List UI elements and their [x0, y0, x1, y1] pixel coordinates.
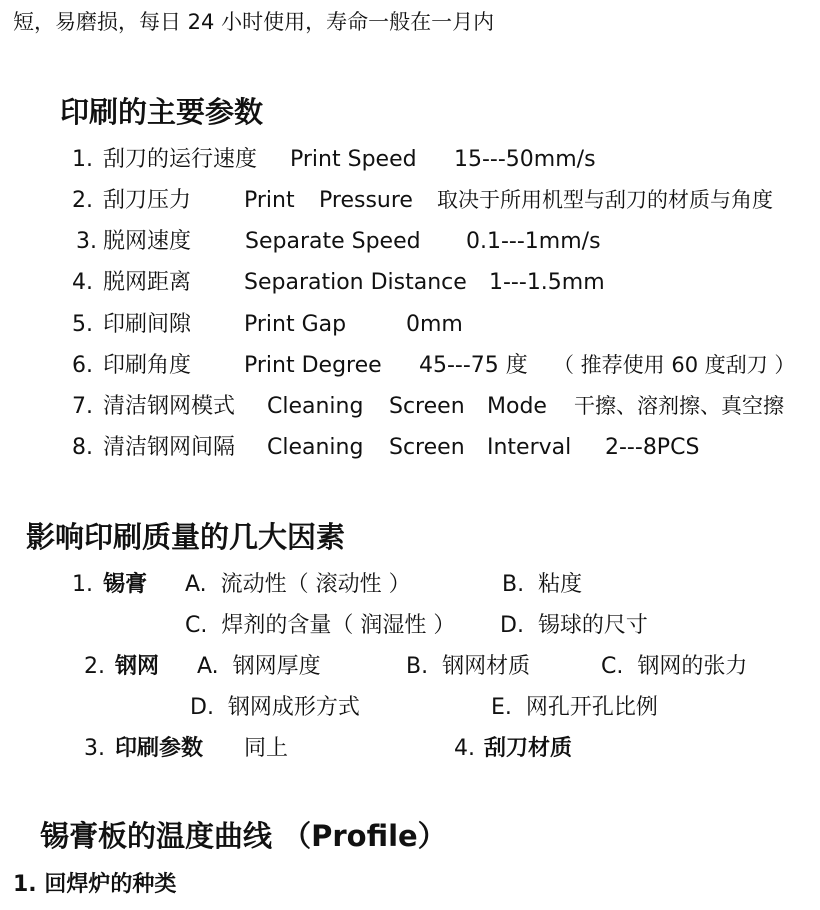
param-num: 1. — [72, 147, 93, 172]
param-cn: 脱网速度 — [103, 229, 192, 254]
param-cn: 印刷间隙 — [103, 312, 192, 337]
param-value: 45---75 度 — [419, 353, 528, 378]
factor-option: A. 钢网厚度 — [197, 654, 321, 679]
factor-option: E. 网孔开孔比例 — [491, 695, 658, 720]
param-num: 2. — [72, 188, 93, 213]
factor-num: 1. — [72, 572, 93, 597]
param-en: Separate Speed — [245, 229, 421, 254]
param-cn: 清洁钢网间隔 — [103, 435, 236, 460]
param-en: Cleaning — [267, 435, 364, 460]
param-en: Cleaning — [267, 394, 364, 419]
param-en: Mode — [487, 394, 547, 419]
factor-option: A. 流动性（ 滚动性 ） — [185, 572, 411, 597]
factor-label: 钢网 — [115, 654, 160, 679]
factor-label: 锡膏 — [103, 572, 148, 597]
param-cn: 印刷角度 — [103, 353, 192, 378]
factor-option: D. 锡球的尺寸 — [500, 613, 648, 638]
factor-num: 2. — [84, 654, 105, 679]
factor-option: D. 钢网成形方式 — [190, 695, 360, 720]
factor-value: 同上 — [244, 736, 289, 761]
param-num: 5. — [72, 312, 93, 337]
param-num: 3. — [76, 229, 97, 254]
param-en: Pressure — [319, 188, 413, 213]
param-value: 1---1.5mm — [489, 270, 605, 295]
factor-label: 印刷参数 — [115, 736, 204, 761]
param-value: 2---8PCS — [605, 435, 700, 460]
param-cn: 脱网距离 — [103, 270, 192, 295]
factor-label: 刮刀材质 — [484, 736, 573, 761]
param-cn: 清洁钢网模式 — [103, 394, 236, 419]
factor-num: 3. — [84, 736, 105, 761]
section-title-print-params: 印刷的主要参数 — [60, 95, 264, 129]
section-title-profile: 锡膏板的温度曲线 （Profile） — [40, 819, 447, 853]
param-num: 7. — [72, 394, 93, 419]
subsection-title-reflow-types: 1. 回焊炉的种类 — [13, 872, 177, 897]
param-value: 15---50mm/s — [454, 147, 596, 172]
param-en: Print Degree — [244, 353, 382, 378]
param-value: 干擦、溶剂擦、真空擦 — [574, 394, 784, 418]
factor-option: C. 钢网的张力 — [601, 654, 748, 679]
param-en: Interval — [487, 435, 572, 460]
param-value: 0.1---1mm/s — [466, 229, 601, 254]
param-cn: 刮刀压力 — [103, 188, 192, 213]
param-num: 8. — [72, 435, 93, 460]
param-cn: 刮刀的运行速度 — [103, 147, 258, 172]
param-num: 4. — [72, 270, 93, 295]
param-en: Screen — [389, 394, 465, 419]
param-en: Print Speed — [290, 147, 417, 172]
param-en: Separation Distance — [244, 270, 467, 295]
param-en: Print Gap — [244, 312, 347, 337]
section-title-quality: 影响印刷质量的几大因素 — [26, 520, 346, 554]
param-note: （ 推荐使用 60 度刮刀 ） — [553, 353, 796, 377]
param-en: Screen — [389, 435, 465, 460]
param-value: 0mm — [406, 312, 463, 337]
intro-text: 短，易磨损，每日 24 小时使用，寿命一般在一月内 — [13, 10, 495, 34]
factor-option: B. 钢网材质 — [406, 654, 531, 679]
param-en: Print — [244, 188, 295, 213]
factor-num: 4. — [454, 736, 475, 761]
factor-option: C. 焊剂的含量（ 润湿性 ） — [185, 613, 456, 638]
param-num: 6. — [72, 353, 93, 378]
param-value: 取决于所用机型与刮刀的材质与角度 — [437, 188, 773, 212]
factor-option: B. 粘度 — [502, 572, 583, 597]
